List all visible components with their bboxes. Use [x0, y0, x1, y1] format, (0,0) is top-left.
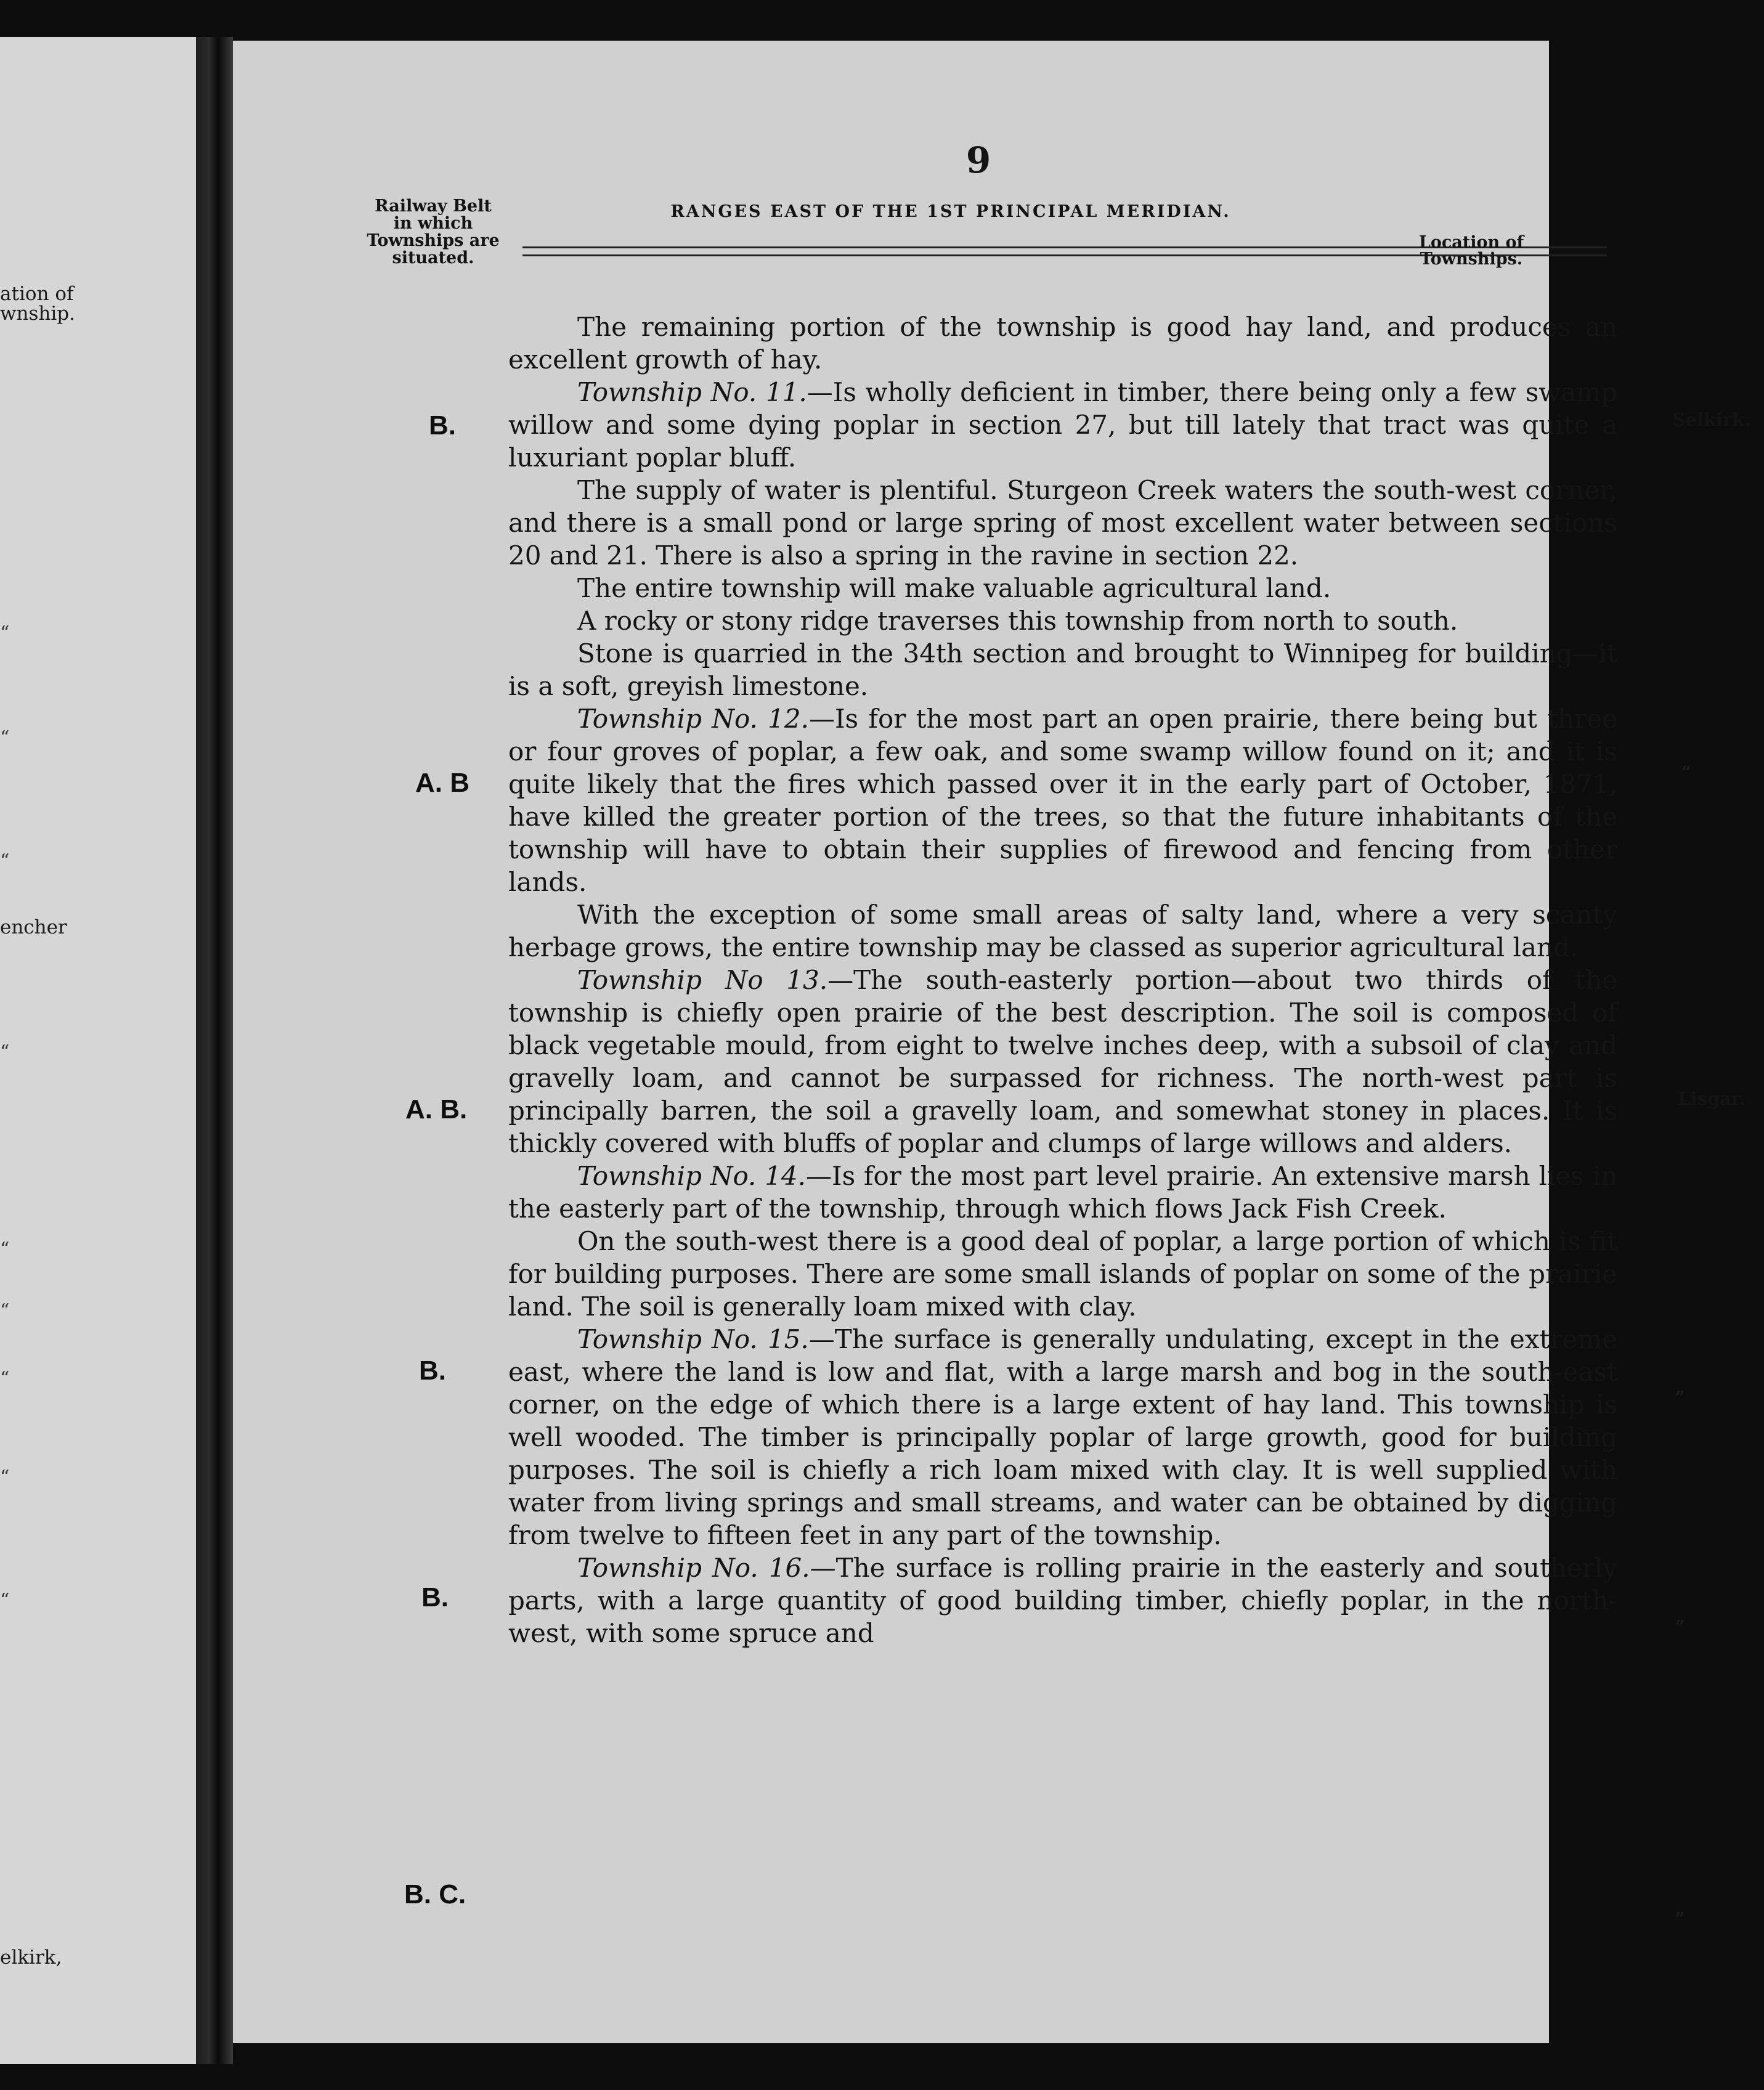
left-page-ditto: “: [0, 1041, 10, 1063]
left-page-fragment: wnship.: [0, 303, 75, 325]
location-label-t11: Selkirk.: [1672, 409, 1751, 430]
body-text: [508, 311, 1617, 1649]
paragraph-township-13: Township No 13.—The south-easterly portion—about two thirds of the township is chiefly open prairie of the best description. The soil is composed of black vegetable mould, from eight to twelve inches deep, with a subsoil of clay and gravelly loam, and cannot be surpassed for richness. The north-west part is principally barren, the soil a gravelly loam, and somewhat stoney in places. It is thickly covered with bluffs of poplar and clumps of large willows and alders.: [508, 965, 1617, 1158]
left-page-ditto: “: [0, 1466, 10, 1488]
document-page: [233, 41, 1751, 2043]
header-title: RANGES EAST OF THE 1ST PRINCIPAL MERIDIAN.: [670, 202, 1231, 221]
paragraph-township-12: Township No. 12.—Is for the most part an open prairie, there being but three or four groves of poplar, a few oak, and some swamp willow found on it; and it is quite likely that the fires which passed over it in the early part of October, 1871, have killed the greater portion of the trees, so that the future inhabitants of the township will have to obtain their supplies of firewood and fencing from other lands.: [508, 704, 1617, 897]
paragraph: A rocky or stony ridge traverses this township from north to south.: [577, 606, 1458, 636]
paragraph: With the exception of some small areas of salty land, where a very scanty herbage grows, the entire township may be classed as superior agricultural land.: [508, 900, 1617, 962]
left-page-ditto: “: [0, 1590, 10, 1611]
paragraph: Stone is quarried in the 34th section and brought to Winnipeg for building—it is a soft, greyish limestone.: [508, 638, 1617, 701]
railway-belt-label-t15: B.: [421, 1582, 449, 1612]
left-page-ditto: “: [0, 622, 10, 644]
left-page-ditto: “: [0, 1300, 10, 1322]
railway-belt-label-t16: B. C.: [404, 1879, 466, 1909]
header-railway-belt-column: Railway Belt in which Townships are situated.: [367, 197, 500, 267]
page-number: 9: [965, 139, 991, 181]
railway-belt-label-t12: A. B: [415, 768, 469, 798]
location-label-t16: ”: [1675, 1908, 1685, 1931]
paragraph-township-16: Township No. 16.—The surface is rolling prairie in the easterly and southerly parts, with a large quantity of good building timber, chiefly poplar, in the north-west, with some spruce and: [508, 1553, 1617, 1648]
location-label-t14: ”: [1675, 1386, 1685, 1410]
paragraph: The entire township will make valuable agricultural land.: [577, 573, 1331, 603]
paragraph: The remaining portion of the township is good hay land, and produces an excellent growth of hay.: [508, 312, 1617, 375]
book-gutter: [196, 37, 233, 2064]
location-label-t13: Lisgar.: [1678, 1088, 1746, 1109]
left-page-ditto: “: [0, 727, 10, 749]
railway-belt-label-t14: B.: [419, 1356, 446, 1386]
left-page-ditto: “: [0, 1238, 10, 1260]
township-heading: Township No 13.: [577, 965, 828, 995]
left-page-fragment: encher: [0, 916, 67, 938]
township-heading: Township No. 15.: [577, 1324, 809, 1354]
railway-belt-label-t13: A. B.: [405, 1094, 468, 1124]
township-heading: Township No. 14.: [577, 1161, 806, 1191]
paragraph: The supply of water is plentiful. Sturgeon Creek waters the south-west corner, and there is a small pond or large spring of most excellent water between sections 20 and 21. There is also a spring in the ravine in section 22.: [508, 475, 1617, 571]
left-facing-page: [0, 37, 196, 2064]
left-page-ditto: “: [0, 1368, 10, 1389]
paragraph-township-15: Township No. 15.—The surface is generally undulating, except in the extreme east, where the land is low and flat, with a large marsh and bog in the south-east corner, on the edge of which there is a large extent of hay land. This township is well wooded. The timber is principally poplar of large growth, good for building purposes. The soil is chiefly a rich loam mixed with clay. It is well supplied with water from living springs and small streams, and water can be obtained by digging from twelve to fifteen feet in any part of the township.: [508, 1324, 1617, 1550]
railway-belt-label-t11: B.: [429, 410, 456, 441]
township-heading: Township No. 12.: [577, 704, 809, 734]
paragraph: On the south-west there is a good deal of poplar, a large portion of which is fit for building purposes. There are some small islands of poplar on some of the prairie land. The soil is generally loam mixed with clay.: [508, 1226, 1617, 1322]
township-heading: Township No. 11.: [577, 377, 807, 407]
township-heading: Township No. 16.: [577, 1553, 810, 1583]
paragraph-township-11: Township No. 11.—Is wholly deficient in timber, there being only a few swamp willow and some dying poplar in section 27, but till lately that tract was quite a luxuriant poplar bluff.: [508, 377, 1617, 473]
left-page-ditto: “: [0, 850, 10, 872]
location-label-t12: “: [1681, 762, 1691, 785]
left-page-fragment: elkirk,: [0, 1946, 62, 1969]
paragraph-township-14: Township No. 14.—Is for the most part level prairie. An extensive marsh lies in the easterly part of the township, through which flows Jack Fish Creek.: [508, 1161, 1618, 1224]
left-page-fragment: ation of: [0, 283, 74, 305]
header-location-column: Location of Townships.: [1418, 233, 1524, 269]
location-label-t15: ”: [1675, 1616, 1685, 1639]
